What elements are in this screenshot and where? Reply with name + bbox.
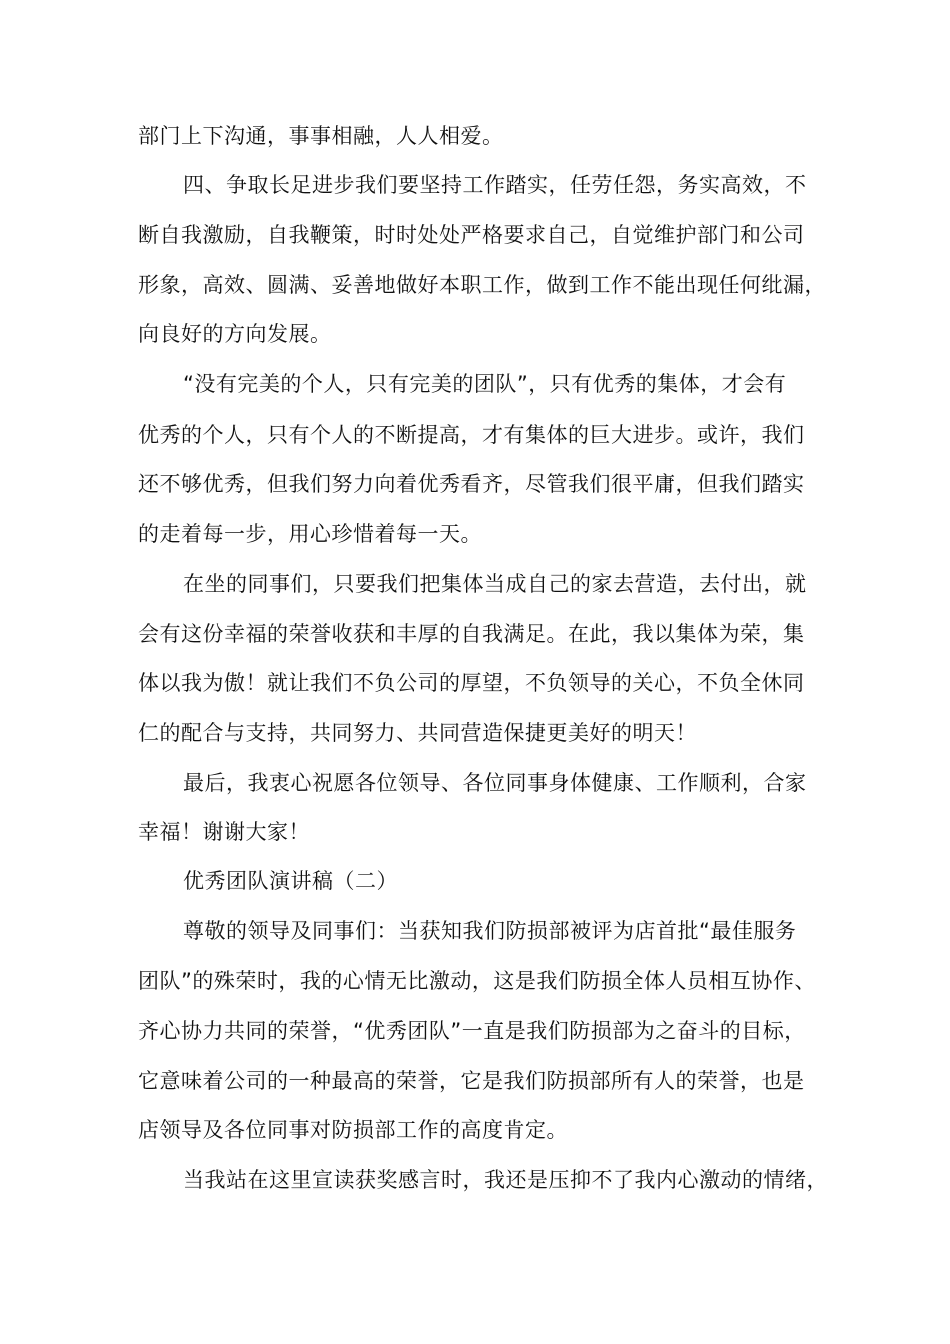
text-line: 团队”的殊荣时，我的心情无比激动，这是我们防损全体人员相互协作、 <box>138 969 816 993</box>
text-line: 形象，高效、圆满、妥善地做好本职工作，做到工作不能出现任何纰漏， <box>138 273 826 297</box>
text-line: 四、争取长足进步我们要坚持工作踏实，任劳任怨，务实高效，不 <box>183 173 807 197</box>
text-line: 齐心协力共同的荣誉，“优秀团队”一直是我们防损部为之奋斗的目标， <box>138 1019 806 1043</box>
text-line: 尊敬的领导及同事们：当获知我们防损部被评为店首批“最佳服务 <box>183 919 797 943</box>
text-line: 店领导及各位同事对防损部工作的高度肯定。 <box>138 1118 568 1142</box>
text-line: 向良好的方向发展。 <box>138 322 332 346</box>
text-line: 体以我为傲！就让我们不负公司的厚望，不负领导的关心，不负全休同 <box>138 671 805 695</box>
text-line: 部门上下沟通，事事相融，人人相爱。 <box>138 124 504 148</box>
text-line: 它意味着公司的一种最高的荣誉，它是我们防损部所有人的荣誉，也是 <box>138 1069 805 1093</box>
text-line: “没有完美的个人，只有完美的团队”，只有优秀的集体，才会有 <box>183 372 787 396</box>
text-line: 优秀的个人，只有个人的不断提高，才有集体的巨大进步。或许，我们 <box>138 423 805 447</box>
text-line: 还不够优秀，但我们努力向着优秀看齐，尽管我们很平庸，但我们踏实 <box>138 472 805 496</box>
text-line: 的走着每一步，用心珍惜着每一天。 <box>138 522 482 546</box>
text-line: 仁的配合与支持，共同努力、共同营造保捷更美好的明天！ <box>138 721 697 745</box>
section-heading: 优秀团队演讲稿（二） <box>183 869 398 893</box>
text-line: 当我站在这里宣读获奖感言时，我还是压抑不了我内心激动的情绪， <box>183 1168 828 1192</box>
text-line: 幸福！谢谢大家！ <box>138 820 310 844</box>
text-line: 在坐的同事们，只要我们把集体当成自己的家去营造，去付出，就 <box>183 572 807 596</box>
text-line: 断自我激励，自我鞭策，时时处处严格要求自己，自觉维护部门和公司 <box>138 223 805 247</box>
text-line: 会有这份幸福的荣誉收获和丰厚的自我满足。在此，我以集体为荣，集 <box>138 622 805 646</box>
text-line: 最后，我衷心祝愿各位领导、各位同事身体健康、工作顺利，合家 <box>183 771 807 795</box>
